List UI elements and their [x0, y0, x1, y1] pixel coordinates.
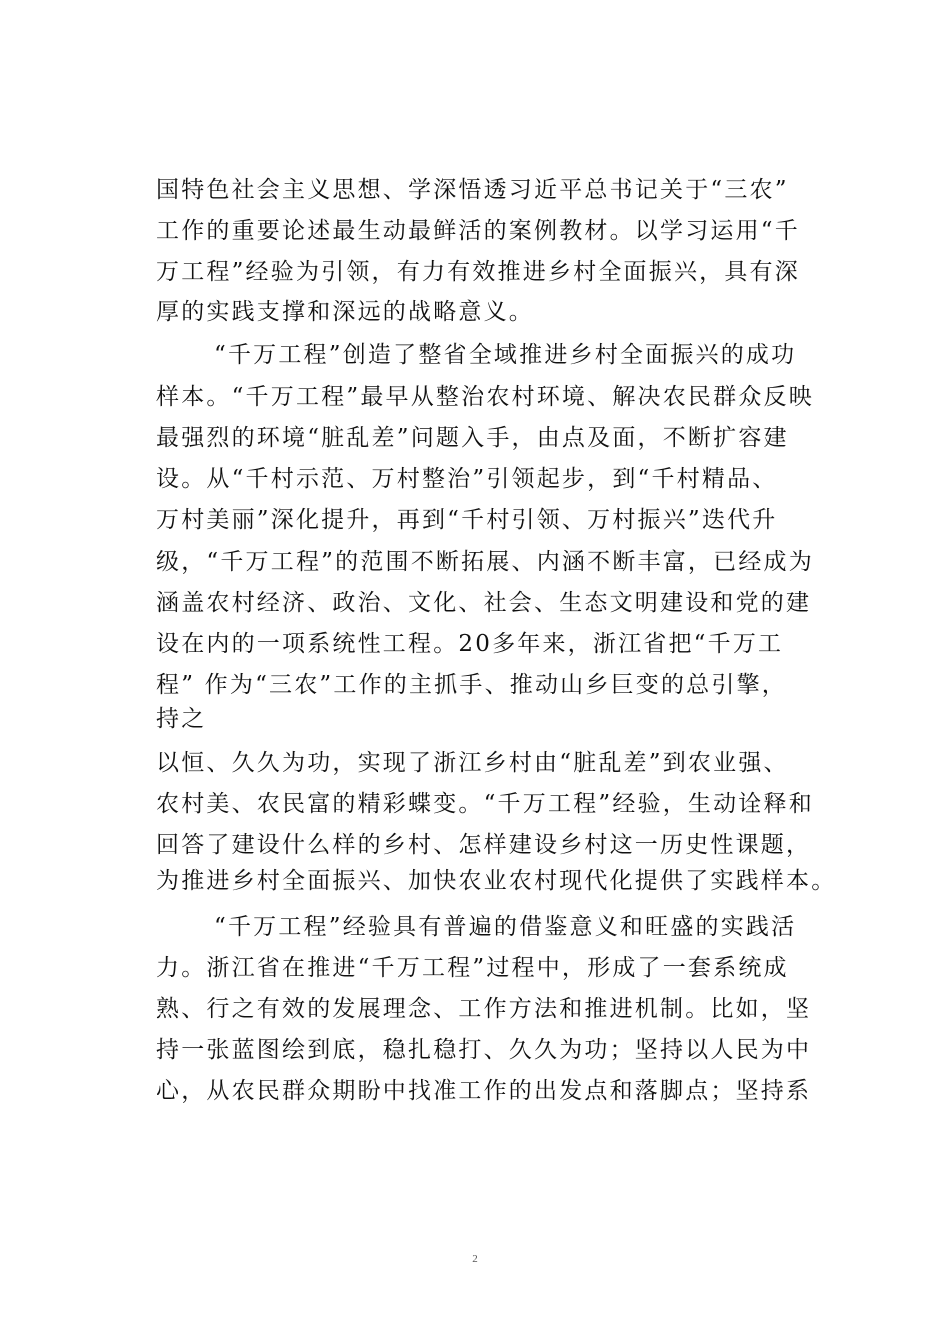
text-line: 以恒、久久为功，实现了浙江乡村由“脏乱差”到农业强、 [156, 750, 789, 776]
text-line: 力。浙江省在推进“千万工程”过程中，形成了一套系统成 [156, 955, 789, 981]
text-line: 最强烈的环境“脏乱差”问题入手，由点及面，不断扩容建 [156, 425, 789, 451]
text-line: 涵盖农村经济、政治、文化、社会、生态文明建设和党的建 [156, 590, 812, 616]
text-line: 样本。“千万工程”最早从整治农村环境、解决农民群众反映 [156, 384, 814, 410]
text-line: 工作的重要论述最生动最鲜活的案例教材。以学习运用“千 [156, 218, 800, 244]
text-line: 为推进乡村全面振兴、加快农业农村现代化提供了实践样本。 [156, 868, 837, 894]
text-line: 程” 作为“三农”工作的主抓手、推动山乡巨变的总引擎， [156, 672, 787, 698]
text-line: 持一张蓝图绘到底，稳扎稳打、久久为功；坚持以人民为中 [156, 1037, 812, 1063]
text-line: 级，“千万工程”的范围不断拓展、内涵不断丰富，已经成为 [156, 549, 814, 575]
text-line: 万工程”经验为引领，有力有效推进乡村全面振兴，具有深 [156, 259, 800, 285]
text-line: “千万工程”创造了整省全域推进乡村全面振兴的成功 [214, 342, 797, 368]
text-line: 心，从农民群众期盼中找准工作的出发点和落脚点；坚持系 [156, 1078, 812, 1104]
text-line: 厚的实践支撑和深远的战略意义。 [156, 299, 534, 325]
text-line: 农村美、农民富的精彩蝶变。“千万工程”经验，生动诠释和 [156, 791, 814, 817]
text-line: 万村美丽”深化提升，再到“千村引领、万村振兴”迭代升 [156, 507, 778, 533]
text-line: 熟、行之有效的发展理念、工作方法和推进机制。比如，坚 [156, 996, 812, 1022]
text-line: “千万工程”经验具有普遍的借鉴意义和旺盛的实践活 [214, 914, 797, 940]
text-line: 设在内的一项系统性工程。20多年来，浙江省把“千万工 [156, 631, 784, 657]
page-number: 2 [472, 1253, 478, 1265]
text-line: 回答了建设什么样的乡村、怎样建设乡村这一历史性课题， [156, 832, 812, 858]
text-line: 国特色社会主义思想、学深悟透习近平总书记关于“三农” [156, 177, 789, 203]
text-line: 持之 [156, 706, 207, 732]
text-line: 设。从“千村示范、万村整治”引领起步，到“千村精品、 [156, 466, 778, 492]
